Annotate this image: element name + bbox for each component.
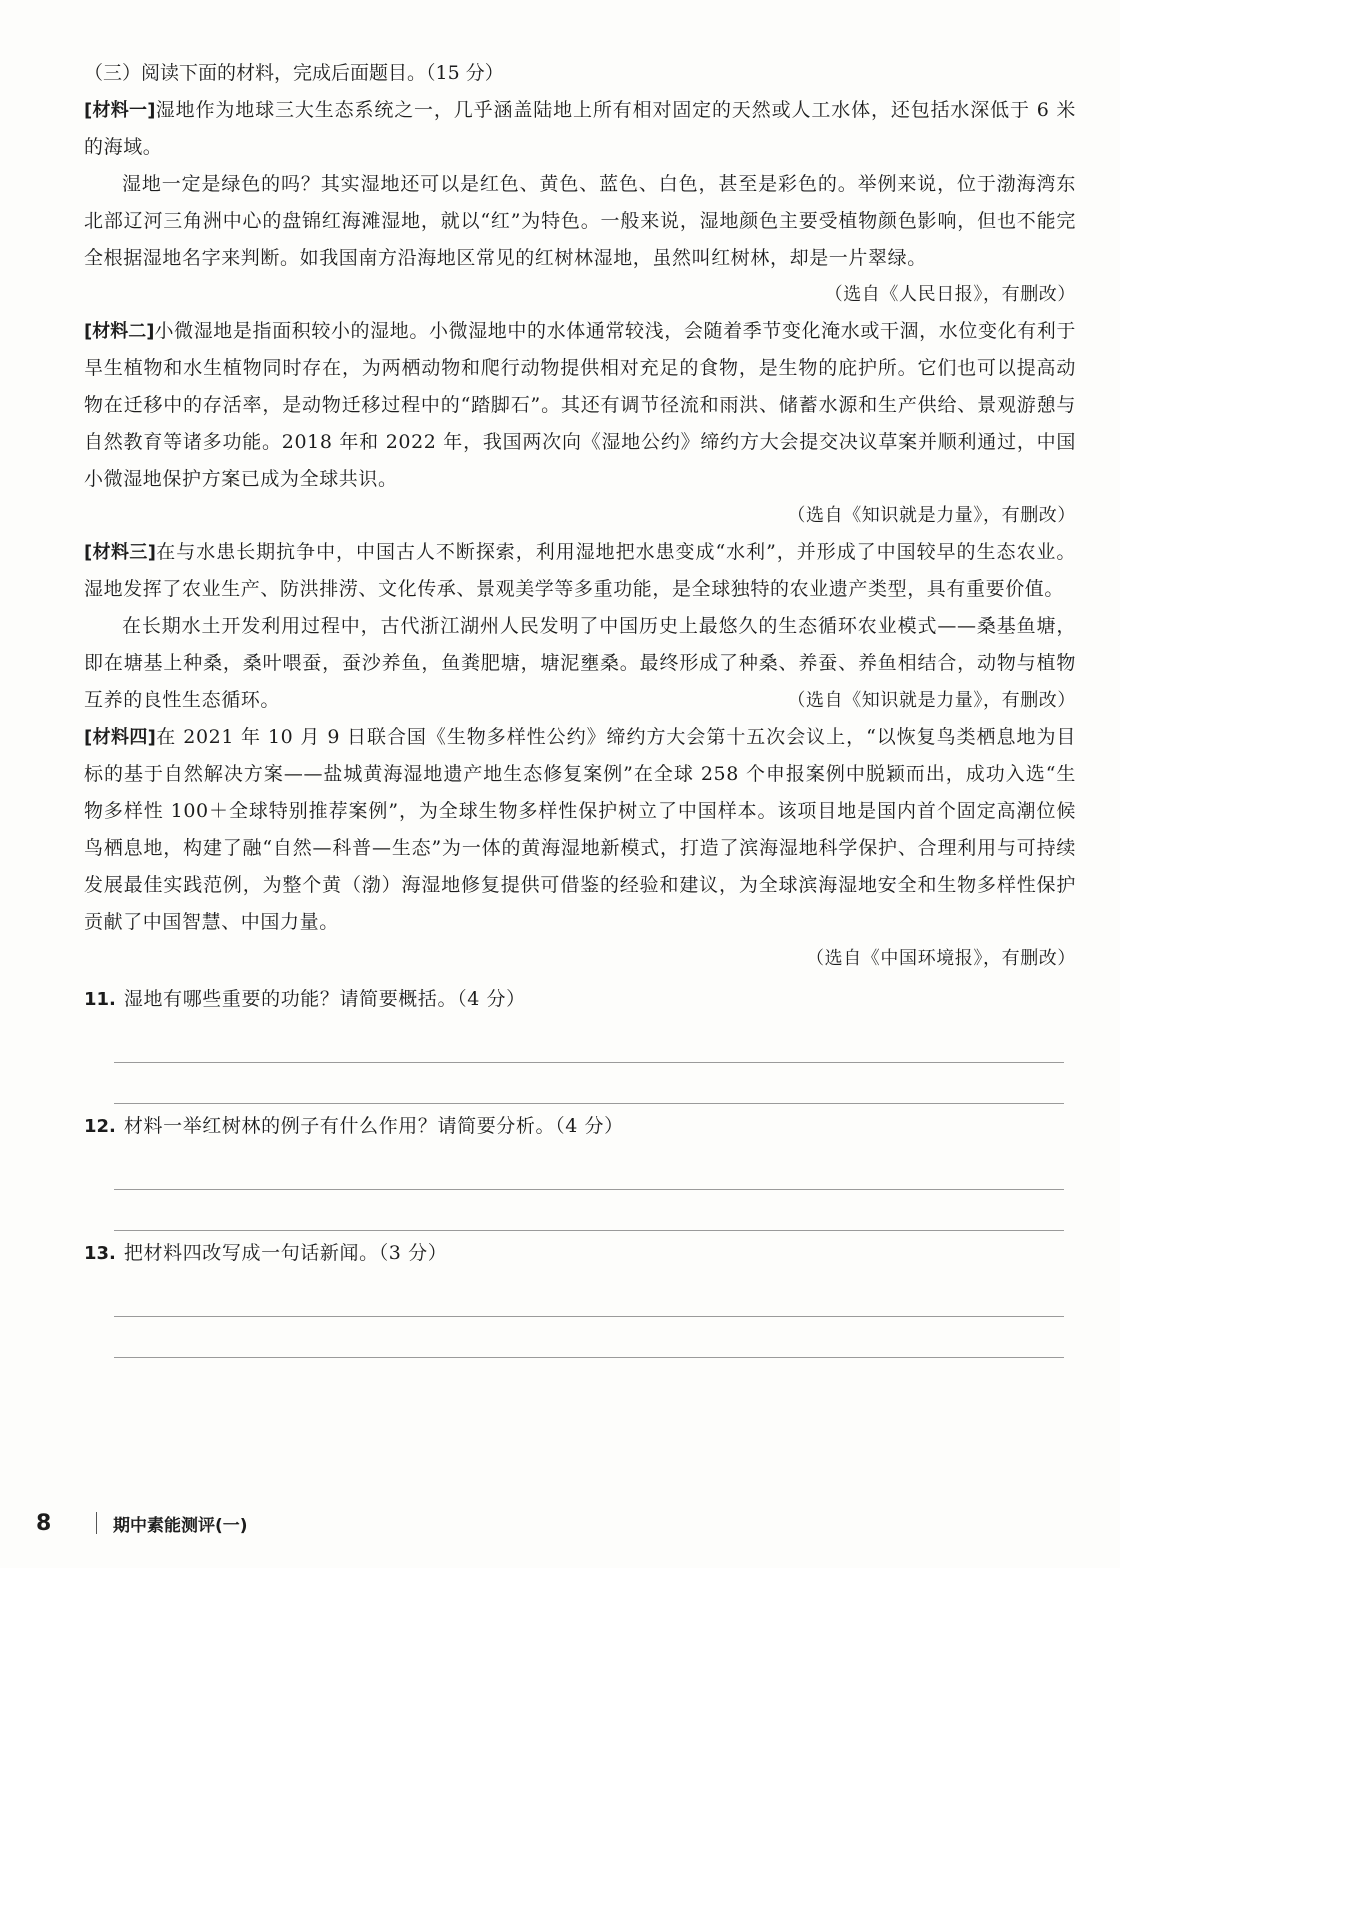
material-2-text-1: 小微湿地是指面积较小的湿地。小微湿地中的水体通常较浅，会随着季节变化淹水或干涸，水位变化有利于旱生植物和水生植物同时存在，为两栖动物和爬行动物提供相对充足的食物，是生物的庇护所。它们也可以提高动物在迁移中的存活率，是动物迁移过程中的“踏脚石”。其还有调节径流和雨洪、储蓄水源和生产供给、景观游憩与自然教育等诸多功能。2018 年和 2022 年，我国两次向《湿地公约》缔约方大会提交决议草案并顺利通过，中国小微湿地保护方案已成为全球共识。 (84, 320, 1077, 490)
material-4-source: （选自《中国环境报》，有删改） (806, 948, 1076, 969)
page-footer (36, 1508, 248, 1538)
material-3-tag: [材料三] (84, 542, 156, 563)
question-13-number: 13. (84, 1243, 116, 1264)
page-number: 8 (36, 1510, 52, 1536)
material-3-text-1: 在与水患长期抗争中，中国古人不断探索，利用湿地把水患变成“水利”，并形成了中国较早的生态农业。湿地发挥了农业生产、防洪排涝、文化传承、景观美学等多重功能，是全球独特的农业遗产类型，具有重要价值。 (84, 541, 1076, 600)
answer-line[interactable] (114, 1145, 1064, 1190)
question-11-prompt (84, 981, 1076, 1018)
material-2-source: （选自《知识就是力量》，有删改） (787, 505, 1076, 526)
material-1-tag: [材料一] (84, 100, 156, 121)
material-1-paragraph-2: 湿地一定是绿色的吗？其实湿地还可以是红色、黄色、蓝色、白色，甚至是彩色的。举例来说，位于渤海湾东北部辽河三角洲中心的盘锦红海滩湿地，就以“红”为特色。一般来说，湿地颜色主要受植物颜色影响，但也不能完全根据湿地名字来判断。如我国南方沿海地区常见的红树林湿地，虽然叫红树林，却是一片翠绿。 (84, 173, 1076, 269)
material-4-paragraph-1 (84, 719, 1076, 941)
question-12-prompt (84, 1108, 1076, 1145)
material-4 (84, 719, 1076, 977)
material-1-source: （选自《人民日报》，有删改） (824, 284, 1076, 305)
section-header: （三）阅读下面的材料，完成后面题目。（15 分） (84, 62, 504, 84)
material-1-paragraph-1 (84, 92, 1076, 166)
material-3-source: （选自《知识就是力量》，有删改） (787, 690, 1076, 711)
answer-line[interactable] (114, 1063, 1064, 1104)
question-13-prompt (84, 1235, 1076, 1272)
question-13-text: 把材料四改写成一句话新闻。（3 分） (123, 1242, 448, 1264)
material-3-text-2: 在长期水土开发利用过程中，古代浙江湖州人民发明了中国历史上最悠久的生态循环农业模式——桑基鱼塘，即在塘基上种桑，桑叶喂蚕，蚕沙养鱼，鱼粪肥塘，塘泥壅桑。最终形成了种桑、养蚕、养鱼相结合，动物与植物互养的良性生态循环。 (84, 615, 1076, 711)
footer-divider (96, 1512, 97, 1534)
question-13 (84, 1235, 1076, 1358)
material-1 (84, 92, 1076, 313)
material-4-text-1: 在 2021 年 10 月 9 日联合国《生物多样性公约》缔约方大会第十五次会议上，“以恢复鸟类栖息地为目标的基于自然解决方案——盐城黄海湿地遗产地生态修复案例”在全球 258 个申报案例中脱颖而出，成功入选“生物多样性 100＋全球特别推荐案例”，为全球生物多样性保护树立了中国样本。该项目地是国内首个固定高潮位候鸟栖息地，构建了融“自然—科普—生态”为一体的黄海湿地新模式，打造了滨海湿地科学保护、合理利用与可持续发展最佳实践范例，为整个黄（渤）海湿地修复提供可借鉴的经验和建议，为全球滨海湿地安全和生物多样性保护贡献了中国智慧、中国力量。 (84, 726, 1077, 933)
answer-line[interactable] (114, 1018, 1064, 1063)
answer-line[interactable] (114, 1272, 1064, 1317)
material-3-paragraph-1 (84, 534, 1076, 608)
material-2 (84, 313, 1076, 534)
question-11-text: 湿地有哪些重要的功能？请简要概括。（4 分） (123, 988, 526, 1010)
material-2-tag: [材料二] (84, 321, 155, 342)
answer-line[interactable] (114, 1190, 1064, 1231)
question-12-text: 材料一举红树林的例子有什么作用？请简要分析。（4 分） (123, 1115, 624, 1137)
question-11 (84, 981, 1076, 1104)
footer-title: 期中素能测评(一) (113, 1515, 248, 1536)
material-1-text-1: 湿地作为地球三大生态系统之一，几乎涵盖陆地上所有相对固定的天然或人工水体，还包括水深低于 6 米的海域。 (84, 99, 1076, 158)
material-4-tag: [材料四] (84, 727, 156, 748)
question-12-number: 12. (84, 1116, 116, 1137)
question-11-number: 11. (84, 989, 116, 1010)
material-3-paragraph-2 (84, 608, 1076, 719)
material-2-paragraph-1 (84, 313, 1076, 498)
material-3 (84, 534, 1076, 719)
page-content (84, 54, 1076, 1358)
question-12 (84, 1108, 1076, 1231)
answer-line[interactable] (114, 1317, 1064, 1358)
